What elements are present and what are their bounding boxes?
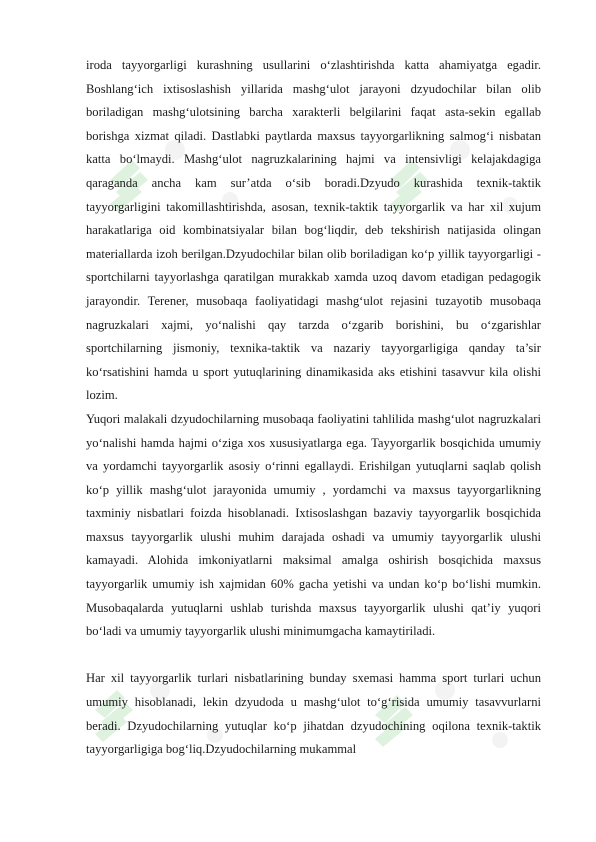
paragraph-1: iroda tayyorgarligi kurashning usullarini o‘zlashtirishda katta ahamiyatga egadir. Boshlang‘ich ixtisoslashish yillarida mashg‘ulot jarayoni dzyudochilar bilan olib boriladigan mashg‘ulotsining barcha xarakterli belgilarini faqat asta-sekin egallab borishga xizmat qiladi. Dastlabki paytlarda maxsus tayyorgarlikning salmog‘i nisbatan katta bo‘lmaydi. Mashg‘ulot nagruzkalarining hajmi va intensivligi kelajakdagiga qaraganda ancha kam sur’atda o‘sib boradi.Dzyudo kurashida texnik-taktik tayyorgarligini takomillashtirishda, asosan, texnik-taktik tayyorgarlik va har xil xujum harakatlariga oid kombinatsiyalar bilan bog‘liqdir, deb tekshirish natijasida olingan materiallarda izoh berilgan.Dzyudochilar bilan olib boriladigan ko‘p yillik tayyorgarligi - sportchilarni tayyorlashga qaratilgan murakkab xamda uzoq davom etadigan pedagogik jarayondir. Terener, musobaqa faoliyatidagi mashg‘ulot rejasini tuzayotib musobaqa nagruzkalari xajmi, yo‘nalishi qay tarzda o‘zgarib borishini, bu o‘zgarishlar sportchilarning jismoniy, texnika-taktik va nazariy tayyorgarligiga qanday ta’sir ko‘rsatishini hamda u sport yutuqlarining dinamikasida aks etishini tasavvur kila olishi lozim. [86,58,541,403]
paragraph-2: Yuqori malakali dzyudochilarning musobaqa faoliyatini tahlilida mashg‘ulot nagruzkalari yo‘nalishi hamda hajmi o‘ziga xos xususiyatlarga ega. Tayyorgarlik bosqichida umumiy va yordamchi tayyorgarlik asosiy o‘rinni egallaydi. Erishilgan yutuqlarni saqlab qolish ko‘p yillik mashg‘ulot jarayonida umumiy , yordamchi va maxsus tayyorgarlikning taxminiy nisbatlari foizda hisoblanadi. Ixtisoslashgan bazaviy tayyorgarlik bosqichida maxsus tayyorgarlik ulushi muhim darajada oshadi va umumiy tayyorgarlik ulushi kamayadi. Alohida imkoniyatlarni maksimal amalga oshirish bosqichida maxsus tayyorgarlik umumiy ish xajmidan 60% gacha yetishi va undan ko‘p bo‘lishi mumkin. Musobaqalarda yutuqlarni ushlab turishda maxsus tayyorgarlik ulushi qat’iy yuqori bo‘ladi va umumiy tayyorgarlik ulushi minimumgacha kamaytiriladi. [86,411,541,639]
paragraph-3: Har xil tayyorgarlik turlari nisbatlarining bunday sxemasi hamma sport turlari uchun umumiy hisoblanadi, lekin dzyudoda u mashg‘ulot to‘g‘risida umumiy tasavvurlarni beradi. Dzyudochilarning yutuqlar ko‘p jihatdan dzyudochining oqilona texnik-taktik tayyorgarligiga bog‘liq.Dzyudochilarning mukammal [86,671,541,757]
document-body [86,54,541,762]
paragraph-spacer [86,644,541,668]
